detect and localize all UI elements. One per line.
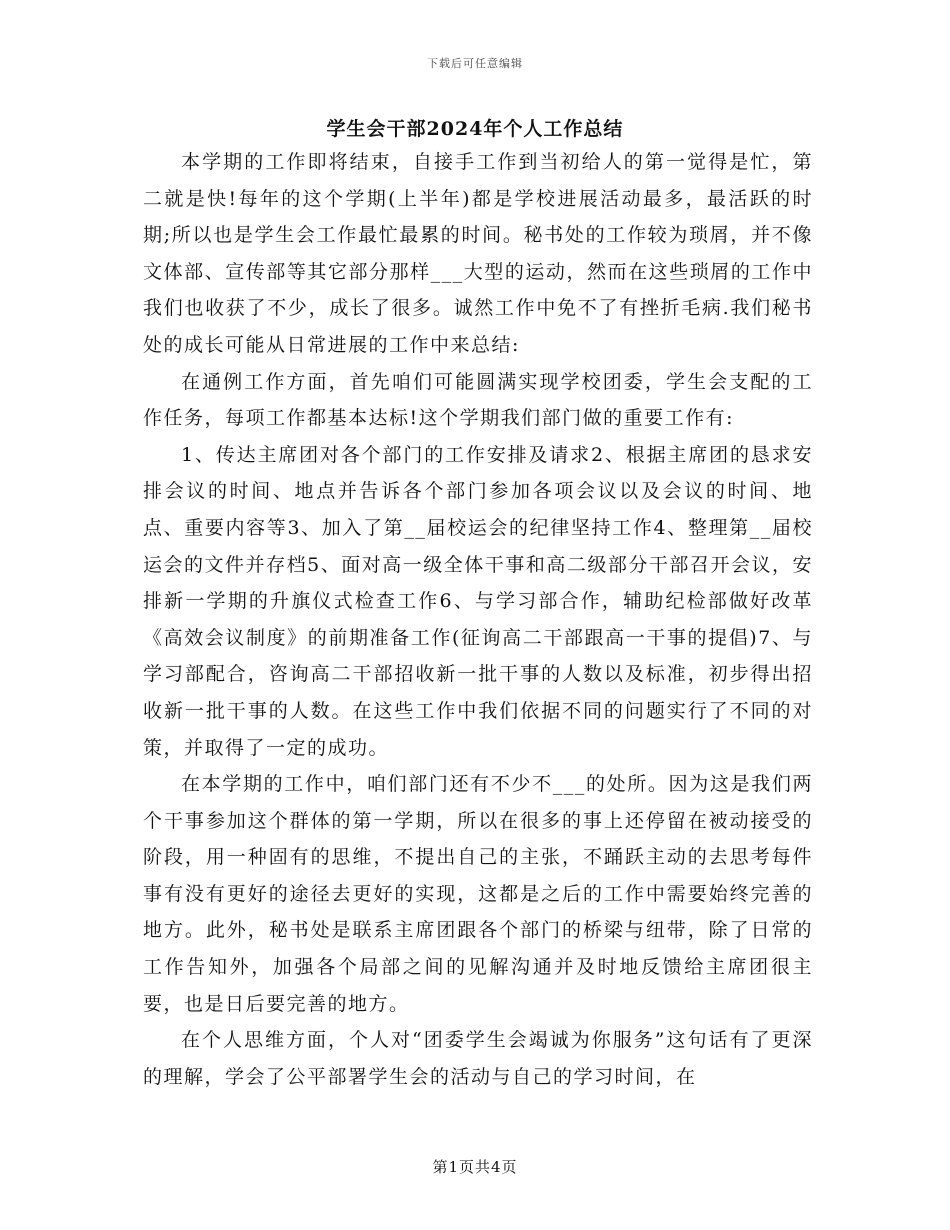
header-note: 下载后可任意编辑 bbox=[427, 57, 523, 70]
document-title: 学生会干部2024年个人工作总结 bbox=[326, 118, 624, 140]
document-body bbox=[143, 144, 813, 1095]
paragraph: 1、传达主席团对各个部门的工作安排及请求2、根据主席团的恳求安排会议的时间、地点并告诉各个部门参加各项会议以及会议的时间、地点、重要内容等3、加入了第__届校运会的纪律坚持工作4、整理第__届校运会的文件并存档5、面对高一级全体干事和高二级部分干部召开会议，安排新一学期的升旗仪式检查工作6、与学习部合作，辅助纪检部做好改革《高效会议制度》的前期准备工作(征询高二干部跟高一干事的提倡)7、与学习部配合，咨询高二干部招收新一批干事的人数以及标准，初步得出招收新一批干事的人数。在这些工作中我们依据不同的问题实行了不同的对策，并取得了一定的成功。 bbox=[143, 443, 813, 759]
paragraph: 在本学期的工作中，咱们部门还有不少不___的处所。因为这是我们两个干事参加这个群体的第一学期，所以在很多的事上还停留在被动接受的阶段，用一种固有的思维，不提出自己的主张，不踊跃主动的去思考每件事有没有更好的途径去更好的实现，这都是之后的工作中需要始终完善的地方。此外，秘书处是联系主席团跟各个部门的桥梁与纽带，除了日常的工作告知外，加强各个局部之间的见解沟通并及时地反馈给主席团很主要，也是日后要完善的地方。 bbox=[143, 773, 813, 1015]
paragraph: 在通例工作方面，首先咱们可能圆满实现学校团委，学生会支配的工作任务，每项工作都基本达标!这个学期我们部门做的重要工作有: bbox=[143, 370, 813, 430]
paragraph: 本学期的工作即将结束，自接手工作到当初给人的第一觉得是忙，第二就是快!每年的这个学期(上半年)都是学校进展活动最多，最活跃的时期;所以也是学生会工作最忙最累的时间。秘书处的工作较为琐屑，并不像文体部、宣传部等其它部分那样___大型的运动，然而在这些琐屑的工作中我们也收获了不少，成长了很多。诚然工作中免不了有挫折毛病.我们秘书处的成长可能从日常进展的工作中来总结: bbox=[143, 151, 813, 356]
page-number: 第1页共4页 bbox=[432, 1158, 518, 1176]
paragraph: 在个人思维方面，个人对“团委学生会竭诚为你服务”这句话有了更深的理解，学会了公平部署学生会的活动与自己的学习时间，在 bbox=[143, 1029, 813, 1088]
